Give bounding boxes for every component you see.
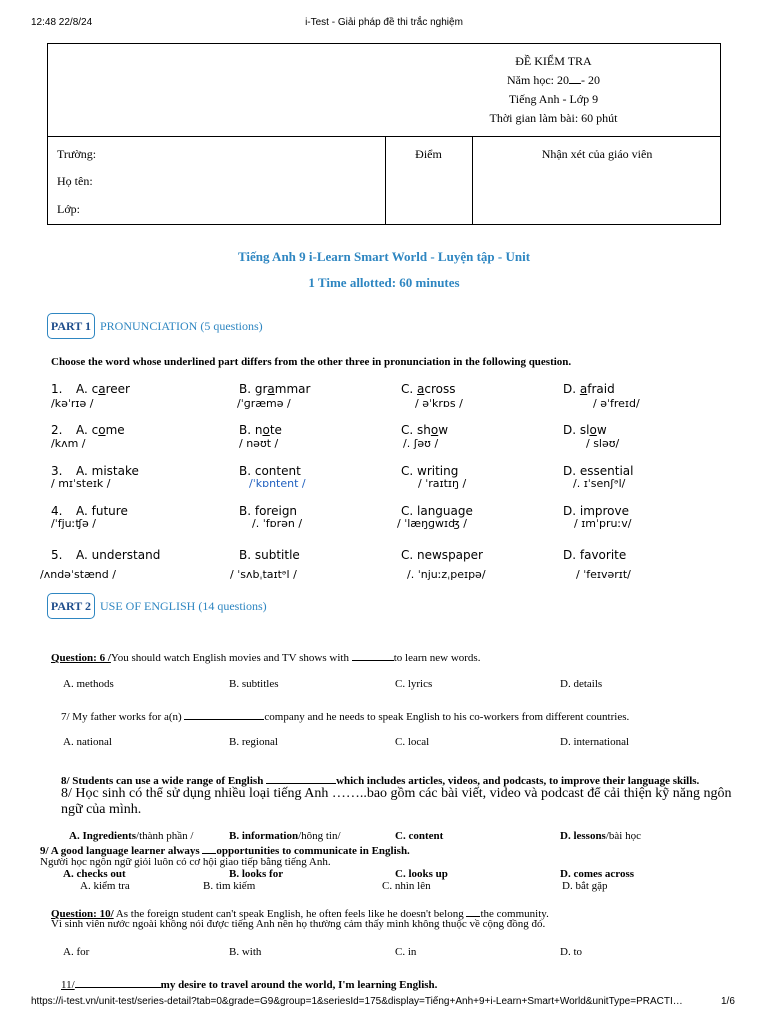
question-7: 7/ My father works for a(n) company and he needs to speak English to his co-workers from different countries. [61,711,630,723]
q9-vi-option-d: D. bắt gặp [562,880,608,892]
pronunciation-option[interactable]: A. come [76,423,125,437]
pronunciation-option[interactable]: B. grammar [239,382,311,396]
pronunciation-option[interactable]: C. newspaper [401,548,483,562]
pronunciation-option[interactable]: A. understand [76,548,161,562]
q6-option-c[interactable]: C. lyrics [395,678,433,690]
q6-option-a[interactable]: A. methods [63,678,114,690]
ipa-transcription: /ˈkɒntent / [249,477,306,490]
q8-vietnamese-line2: ngữ của mình. [61,802,142,817]
pronunciation-option[interactable]: A. mistake [76,464,139,478]
part1-instruction: Choose the word whose underlined part differs from the other three in pronunciation in the following question. [51,356,572,368]
q9-option-c[interactable]: C. looks up [395,868,448,880]
part1-title: PRONUNCIATION (5 questions) [100,319,263,333]
print-url: https://i-test.vn/unit-test/series-detail?tab=0&grade=G9&group=1&seriesId=175&display=Tiếng+Anh+9+i-Learn+Smart+World&unitType=PRACTI… [31,996,683,1007]
pronunciation-option[interactable]: C. across [401,382,456,396]
q8-option-a[interactable]: A. Ingredients/thành phần / [69,830,194,842]
q9-vi-option-c: C. nhìn lên [382,880,431,892]
q10-option-b[interactable]: B. with [229,946,262,958]
q8-option-c[interactable]: C. content [395,830,444,842]
q8-option-d[interactable]: D. lessons/bài học [560,830,641,842]
pronunciation-option[interactable]: B. note [239,423,282,437]
question-9: 9/ A good language learner always opportunities to communicate in English. [40,845,410,857]
q7-option-c[interactable]: C. local [395,736,430,748]
ipa-transcription: / nəʊt / [239,437,279,450]
part2-badge: PART 2 [47,593,95,619]
q9-option-a[interactable]: A. checks out [63,868,126,880]
test-title: Tiếng Anh 9 i-Learn Smart World - Luyện tập - Unit [237,249,531,264]
ipa-transcription: /ʌndəˈstænd / [40,568,116,581]
q10-vietnamese: Vì sinh viên nước ngoài không nói được tiếng Anh nên họ thường cảm thấy mình không thuộc về cộng đồng đó. [51,918,546,930]
q6-option-b[interactable]: B. subtitles [229,678,279,690]
pronunciation-option[interactable]: D. essential [563,464,634,478]
pronunciation-option[interactable]: A. future [76,504,128,518]
q10-option-d[interactable]: D. to [560,946,582,958]
ipa-transcription: /kʌm / [51,437,86,450]
pronunciation-question-number: 5. [51,548,63,562]
pronunciation-option[interactable]: A. career [76,382,130,396]
q9-option-b[interactable]: B. looks for [229,868,284,880]
class-label: Lớp: [57,202,81,216]
ipa-transcription: / ˈfeɪvərɪt/ [576,568,631,581]
pronunciation-question-number: 4. [51,504,63,518]
ipa-transcription: /ˈɡræmə / [237,397,291,410]
ipa-transcription: /. ˈnjuːzˌpeɪpə/ [407,568,486,581]
pronunciation-option[interactable]: B. foreign [239,504,298,518]
pronunciation-option[interactable]: D. afraid [563,382,615,396]
pronunciation-option[interactable]: C. writing [401,464,459,478]
pronunciation-question-number: 1. [51,382,63,396]
q9-vietnamese: Người học ngôn ngữ giỏi luôn có cơ hội giao tiếp bằng tiếng Anh. [40,856,331,868]
q8-option-b[interactable]: B. information/hông tin/ [229,830,341,842]
q7-option-b[interactable]: B. regional [229,736,278,748]
pronunciation-option[interactable]: D. slow [563,423,607,437]
ipa-transcription: / mɪˈsteɪk / [51,477,111,490]
pronunciation-question-number: 3. [51,464,63,478]
question-6: Question: 6 /You should watch English movies and TV shows with to learn new words. [51,652,481,664]
print-page-number: 1/6 [721,996,735,1007]
pronunciation-option[interactable]: C. show [401,423,449,437]
q9-vi-option-b: B. tìm kiếm [203,880,256,892]
pronunciation-option[interactable]: B. subtitle [239,548,300,562]
q9-vi-option-a: A. kiểm tra [80,880,130,892]
subject-grade: Tiếng Anh - Lớp 9 [508,92,599,106]
pronunciation-option[interactable]: C. language [401,504,473,518]
question-11: 11/ my desire to travel around the world, I'm learning English. [61,979,438,991]
question-10: Question: 10/ As the foreign student can't speak English, he often feels like he doesn't belong the community. [51,908,549,920]
ipa-transcription: / əˈkrɒs / [415,397,463,410]
name-label: Họ tên: [57,174,93,188]
question-8: 8/ Students can use a wide range of English which includes articles, videos, and podcasts, to improve their language skills. [61,775,700,787]
ipa-transcription: /. ɪˈsenʃᵊl/ [573,477,626,490]
ipa-transcription: / sləʊ/ [586,437,620,450]
ipa-transcription: / ˈlæŋɡwɪʤ / [397,517,467,530]
pronunciation-option[interactable]: D. favorite [563,548,627,562]
exam-duration: Thời gian làm bài: 60 phút [489,111,618,125]
score-label: Điểm [415,147,442,161]
ipa-transcription: / ˈsʌbˌtaɪtᵊl / [230,568,297,581]
test-subtitle: 1 Time allotted: 60 minutes [308,275,460,290]
ipa-transcription: / ɪmˈpruːv/ [574,517,632,530]
ipa-transcription: / əˈfreɪd/ [593,397,640,410]
q10-option-c[interactable]: C. in [395,946,417,958]
q6-option-d[interactable]: D. details [560,678,603,690]
ipa-transcription: /ˈfjuːʧə / [51,517,97,530]
pronunciation-question-number: 2. [51,423,63,437]
q9-option-d[interactable]: D. comes across [560,868,635,880]
school-label: Trường: [57,147,97,161]
q10-option-a[interactable]: A. for [63,946,90,958]
part2-title: USE OF ENGLISH (14 questions) [100,599,267,613]
ipa-transcription: /. ˈfɒrən / [252,517,303,530]
q7-option-a[interactable]: A. national [63,736,112,748]
q7-option-d[interactable]: D. international [560,736,630,748]
ipa-transcription: /. ʃəʊ / [403,437,439,450]
part1-badge: PART 1 [47,313,95,339]
pronunciation-option[interactable]: D. improve [563,504,630,518]
print-datetime: 12:48 22/8/24 [31,17,93,28]
exam-header-table [47,43,721,225]
exam-title: ĐỀ KIỂM TRA [515,54,592,68]
ipa-transcription: /kəˈrɪə / [51,397,94,410]
print-page-title: i-Test - Giải pháp đề thi trắc nghiệm [305,17,463,28]
school-year: Năm học: 20 - 20 [507,73,600,87]
ipa-transcription: / ˈraɪtɪŋ / [418,477,467,490]
pronunciation-option[interactable]: B. content [239,464,301,478]
teacher-comment-label: Nhận xét của giáo viên [541,147,653,161]
q8-vietnamese-line1: 8/ Học sinh có thể sử dụng nhiều loại tiếng Anh ……..bao gồm các bài viết, video và podcast để cải thiện kỹ năng ngôn [61,786,732,801]
